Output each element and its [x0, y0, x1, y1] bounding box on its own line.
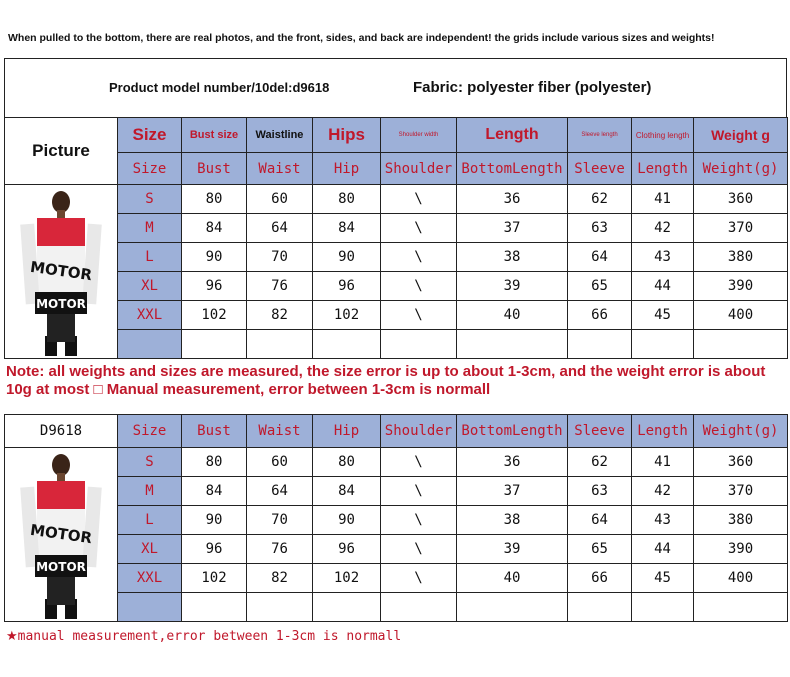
value-cell: 63 [568, 214, 632, 243]
empty-cell [457, 593, 568, 622]
empty-cell [457, 330, 568, 359]
column-hip: Hip [313, 415, 381, 448]
svg-text:MOTOR: MOTOR [36, 559, 86, 574]
value-cell: 37 [457, 477, 568, 506]
value-cell: 66 [568, 301, 632, 330]
empty-cell [247, 330, 313, 359]
model-label: D9618 [5, 415, 118, 448]
size-table-2 [4, 414, 788, 622]
value-cell: 39 [457, 535, 568, 564]
value-cell: 65 [568, 535, 632, 564]
size-cell: XL [118, 272, 182, 301]
column-bust: Bust [182, 415, 247, 448]
table-row [5, 272, 788, 301]
empty-cell [568, 330, 632, 359]
column-size: Size [118, 415, 182, 448]
value-cell: 45 [632, 301, 694, 330]
size-cell: S [118, 448, 182, 477]
value-cell: 70 [247, 506, 313, 535]
value-cell: 60 [247, 185, 313, 214]
size-cell: M [118, 477, 182, 506]
value-cell: 102 [313, 564, 381, 593]
value-cell: 44 [632, 535, 694, 564]
value-cell: 360 [694, 185, 788, 214]
picture-label: Picture [5, 118, 118, 185]
value-cell: \ [381, 564, 457, 593]
model-number: Product model number/10del:d9618 [109, 80, 330, 95]
value-cell: 36 [457, 185, 568, 214]
value-cell: 102 [182, 301, 247, 330]
size-cell: XL [118, 535, 182, 564]
star-icon: ★ [6, 629, 18, 644]
column-sleeve: Sleeve [568, 153, 632, 185]
empty-cell [381, 330, 457, 359]
heading-size: Size [118, 118, 182, 153]
value-cell: 66 [568, 564, 632, 593]
value-cell: 39 [457, 272, 568, 301]
value-cell: 40 [457, 564, 568, 593]
value-cell: 76 [247, 535, 313, 564]
value-cell: 90 [182, 506, 247, 535]
footer-text: manual measurement,error between 1-3cm is normall [17, 629, 402, 644]
value-cell: 80 [182, 185, 247, 214]
value-cell: 41 [632, 448, 694, 477]
column-bottomlength: BottomLength [457, 415, 568, 448]
size-cell: L [118, 506, 182, 535]
measurement-note: Note: all weights and sizes are measured, the size error is up to about 1-3cm, and the weight error is about 10g at most □ Manual measurement, error between 1-3cm is normall [6, 363, 766, 398]
footer-note [6, 628, 401, 644]
value-cell: 80 [313, 448, 381, 477]
value-cell: 38 [457, 506, 568, 535]
value-cell: 400 [694, 564, 788, 593]
size-cell: L [118, 243, 182, 272]
value-cell: 42 [632, 214, 694, 243]
column-sleeve: Sleeve [568, 415, 632, 448]
value-cell: 370 [694, 477, 788, 506]
picture-cell [5, 448, 118, 622]
value-cell: 390 [694, 272, 788, 301]
value-cell: 64 [247, 214, 313, 243]
value-cell: \ [381, 301, 457, 330]
empty-cell [568, 593, 632, 622]
value-cell: 370 [694, 214, 788, 243]
size-cell: M [118, 214, 182, 243]
value-cell: 84 [182, 214, 247, 243]
column-length: Length [632, 415, 694, 448]
column-hip: Hip [313, 153, 381, 185]
value-cell: 63 [568, 477, 632, 506]
empty-cell [118, 593, 182, 622]
table-row [5, 301, 788, 330]
value-cell: 64 [247, 477, 313, 506]
heading-hips: Hips [313, 118, 381, 153]
value-cell: 82 [247, 301, 313, 330]
column-waist: Waist [247, 415, 313, 448]
table-row [5, 243, 788, 272]
column-bust: Bust [182, 153, 247, 185]
value-cell: 360 [694, 448, 788, 477]
empty-cell [247, 593, 313, 622]
value-cell: 40 [457, 301, 568, 330]
heading-shoulder: Shoulder width [381, 118, 457, 153]
value-cell: \ [381, 185, 457, 214]
value-cell: 84 [313, 477, 381, 506]
empty-cell [694, 330, 788, 359]
value-cell: 70 [247, 243, 313, 272]
svg-text:MOTOR: MOTOR [29, 257, 94, 284]
value-cell: 84 [182, 477, 247, 506]
table-row [5, 506, 788, 535]
value-cell: 96 [313, 272, 381, 301]
value-cell: 45 [632, 564, 694, 593]
empty-cell [381, 593, 457, 622]
empty-cell [182, 593, 247, 622]
product-photo [11, 188, 111, 356]
value-cell: 43 [632, 243, 694, 272]
size-cell: XXL [118, 301, 182, 330]
column-shoulder: Shoulder [381, 415, 457, 448]
value-cell: 37 [457, 214, 568, 243]
value-cell: \ [381, 448, 457, 477]
value-cell: 90 [313, 506, 381, 535]
value-cell: 102 [182, 564, 247, 593]
value-cell: 64 [568, 243, 632, 272]
table-row [5, 535, 788, 564]
value-cell: \ [381, 535, 457, 564]
value-cell: \ [381, 272, 457, 301]
column-size: Size [118, 153, 182, 185]
column-weightg: Weight(g) [694, 153, 788, 185]
size-table-1 [4, 117, 788, 359]
size-cell: XXL [118, 564, 182, 593]
value-cell: 96 [182, 272, 247, 301]
value-cell: 44 [632, 272, 694, 301]
value-cell: 41 [632, 185, 694, 214]
column-weightg: Weight(g) [694, 415, 788, 448]
value-cell: 62 [568, 185, 632, 214]
value-cell: 80 [313, 185, 381, 214]
table-row [5, 448, 788, 477]
table-row [5, 214, 788, 243]
value-cell: 102 [313, 301, 381, 330]
value-cell: 38 [457, 243, 568, 272]
size-cell: S [118, 185, 182, 214]
empty-cell [694, 593, 788, 622]
value-cell: 76 [247, 272, 313, 301]
empty-cell [632, 593, 694, 622]
value-cell: 90 [313, 243, 381, 272]
heading-length: Length [457, 118, 568, 153]
table-row [5, 477, 788, 506]
column-bottomlength: BottomLength [457, 153, 568, 185]
top-note: When pulled to the bottom, there are real photos, and the front, sides, and back are independent! the grids include various sizes and weights! [8, 32, 715, 44]
value-cell: 60 [247, 448, 313, 477]
heading-waist: Waistline [247, 118, 313, 153]
svg-text:MOTOR: MOTOR [36, 296, 86, 311]
value-cell: 36 [457, 448, 568, 477]
value-cell: 96 [313, 535, 381, 564]
value-cell: 65 [568, 272, 632, 301]
value-cell: 400 [694, 301, 788, 330]
product-header [4, 58, 787, 118]
value-cell: 380 [694, 243, 788, 272]
value-cell: 90 [182, 243, 247, 272]
value-cell: 96 [182, 535, 247, 564]
value-cell: 64 [568, 506, 632, 535]
empty-cell [313, 330, 381, 359]
empty-cell [118, 330, 182, 359]
product-photo [11, 451, 111, 619]
value-cell: 43 [632, 506, 694, 535]
column-length: Length [632, 153, 694, 185]
value-cell: 82 [247, 564, 313, 593]
value-cell: 390 [694, 535, 788, 564]
value-cell: 62 [568, 448, 632, 477]
svg-text:MOTOR: MOTOR [29, 520, 94, 547]
value-cell: 380 [694, 506, 788, 535]
heading-clothing-length: Clothing length [632, 118, 694, 153]
empty-row [5, 330, 788, 359]
table-row [5, 185, 788, 214]
value-cell: 84 [313, 214, 381, 243]
value-cell: 42 [632, 477, 694, 506]
empty-cell [182, 330, 247, 359]
heading-bust: Bust size [182, 118, 247, 153]
value-cell: 80 [182, 448, 247, 477]
table-row [5, 564, 788, 593]
value-cell: \ [381, 477, 457, 506]
value-cell: \ [381, 214, 457, 243]
fabric-info: Fabric: polyester fiber (polyester) [413, 79, 652, 96]
column-shoulder: Shoulder [381, 153, 457, 185]
empty-cell [632, 330, 694, 359]
heading-weight: Weight g [694, 118, 788, 153]
empty-cell [313, 593, 381, 622]
column-waist: Waist [247, 153, 313, 185]
value-cell: \ [381, 506, 457, 535]
heading-sleeve: Sleeve length [568, 118, 632, 153]
picture-cell [5, 185, 118, 359]
empty-row [5, 593, 788, 622]
value-cell: \ [381, 243, 457, 272]
